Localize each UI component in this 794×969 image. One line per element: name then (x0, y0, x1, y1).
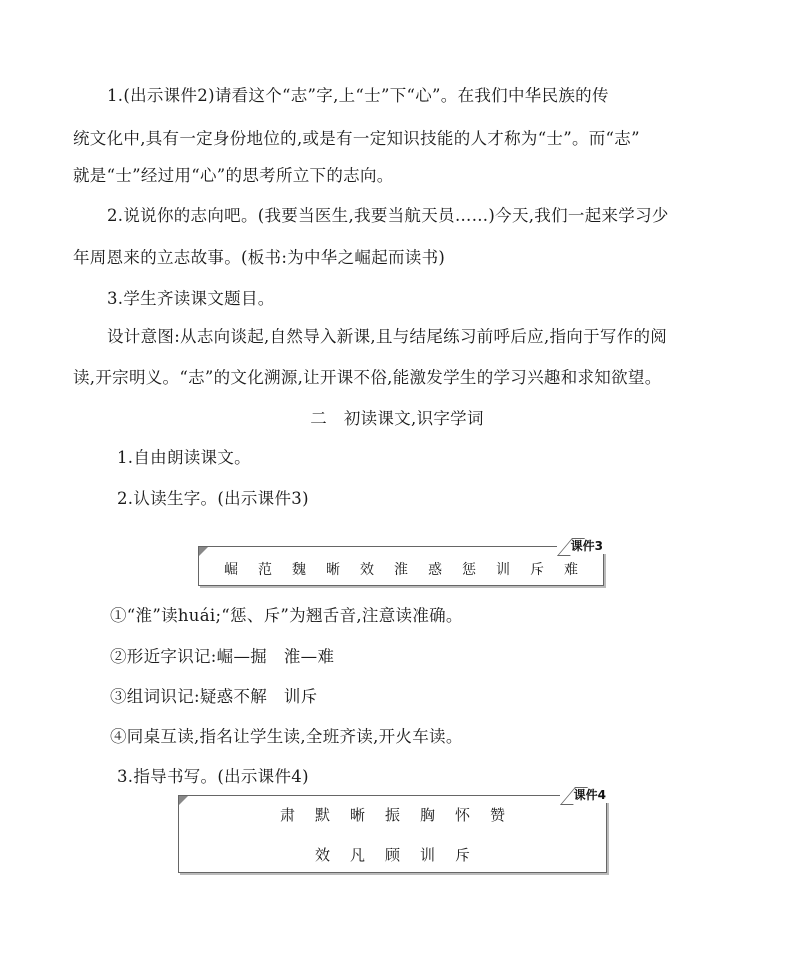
section-heading: 二 初读课文,识字学词 (310, 409, 484, 428)
courseware-4-row-2 (179, 844, 606, 865)
step-3: 3.指导书写。(出示课件4) (117, 767, 309, 786)
text-line: 年周恩来的立志故事。(板书:为中华之崛起而读书) (73, 248, 446, 267)
char: 惩 (462, 562, 476, 578)
char: 范 (258, 562, 272, 578)
char: 崛 (224, 562, 238, 578)
paragraph-3: 3.学生齐读课文题目。 (107, 289, 275, 308)
char: 难 (564, 562, 578, 578)
char: 效 (314, 846, 330, 864)
text-line: 读,开宗明义。“志”的文化溯源,让开课不俗,能激发学生的学习兴趣和求知欲望。 (73, 368, 662, 387)
note-2: ②形近字识记:崛—掘 淮—难 (110, 647, 335, 666)
char: 斥 (530, 562, 544, 578)
char: 怀 (455, 806, 471, 824)
char: 训 (496, 562, 510, 578)
courseware-3-chars (199, 559, 603, 579)
char: 效 (360, 562, 374, 578)
char: 振 (384, 806, 400, 824)
note-3: ③组词识记:疑惑不解 训斥 (110, 687, 318, 706)
char: 胸 (420, 806, 436, 824)
char: 肃 (279, 806, 295, 824)
note-1: ①“淮”读huái;“惩、斥”为翘舌音,注意读准确。 (110, 606, 463, 625)
char: 顾 (384, 846, 400, 864)
courseware-3-tag: 课件3 (557, 538, 607, 554)
courseware-4-box (178, 788, 607, 873)
text-line: 2.说说你的志向吧。(我要当医生,我要当航天员……)今天,我们一起来学习少 (107, 206, 669, 225)
char: 淮 (394, 562, 408, 578)
char: 训 (420, 846, 436, 864)
text-line: 设计意图:从志向谈起,自然导入新课,且与结尾练习前呼后应,指向于写作的阅 (107, 327, 668, 346)
text-line: 1.(出示课件2)请看这个“志”字,上“士”下“心”。在我们中华民族的传 (107, 86, 609, 105)
courseware-4-tag: 课件4 (560, 787, 610, 803)
text-line: 统文化中,具有一定身份地位的,或是有一定知识技能的人才称为“士”。而“志” (73, 129, 640, 148)
step-1: 1.自由朗读课文。 (117, 448, 251, 467)
courseware-4-row-1 (179, 804, 606, 825)
char: 凡 (349, 846, 365, 864)
char: 默 (314, 806, 330, 824)
text-line: 就是“士”经过用“心”的思考所立下的志向。 (73, 166, 394, 185)
char: 惑 (428, 562, 442, 578)
char: 斥 (455, 846, 471, 864)
char: 魏 (292, 562, 306, 578)
char: 晰 (326, 562, 340, 578)
char: 晰 (349, 806, 365, 824)
corner-mark (199, 547, 208, 556)
courseware-3-box (198, 539, 604, 586)
note-4: ④同桌互读,指名让学生读,全班齐读,开火车读。 (110, 727, 463, 746)
char: 赞 (490, 806, 506, 824)
step-2: 2.认读生字。(出示课件3) (117, 489, 309, 508)
